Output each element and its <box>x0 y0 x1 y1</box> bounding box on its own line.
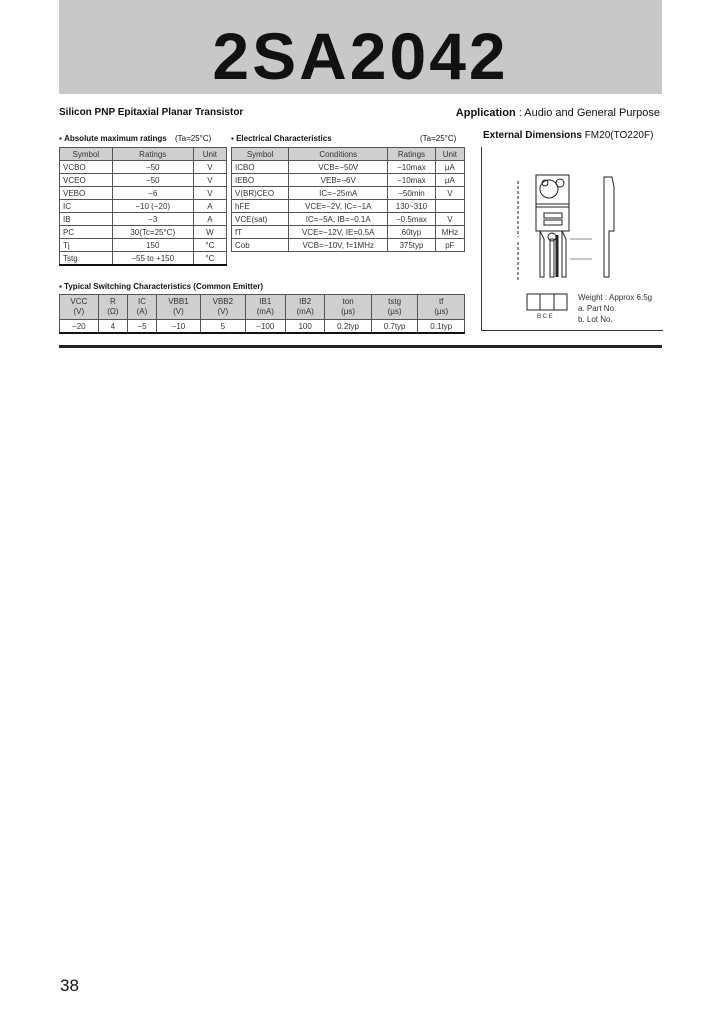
header-symbol: IC <box>137 297 146 306</box>
abs-condition: (Ta=25°C) <box>175 134 212 143</box>
table-cell: 150 <box>112 239 193 252</box>
column-header <box>286 295 325 320</box>
header-symbol: VCC <box>70 297 88 306</box>
table-cell: VCB=−50V <box>289 161 388 174</box>
table-cell: Tj <box>60 239 113 252</box>
table-cell: VEB=−6V <box>289 174 388 187</box>
dimensions-box <box>481 147 663 331</box>
column-header: Ratings <box>388 148 436 161</box>
table-row <box>60 200 227 213</box>
table-cell: Cob <box>232 239 289 252</box>
table-cell: IB <box>60 213 113 226</box>
table-cell: 375typ <box>388 239 436 252</box>
column-header <box>245 295 285 320</box>
header-symbol: ton <box>342 297 354 306</box>
title-banner <box>59 0 662 94</box>
table-row <box>232 226 465 239</box>
column-header <box>98 295 128 320</box>
table-cell: W <box>193 226 226 239</box>
table-cell: 0.7typ <box>371 320 418 334</box>
page-number: 38 <box>60 976 79 995</box>
subtitle: Silicon PNP Epitaxial Planar Transistor <box>59 107 244 118</box>
sw-caption: ▪ Typical Switching Characteristics (Common Emitter) <box>59 282 264 291</box>
table-cell: V <box>435 187 464 200</box>
table-cell: −55 to +150 <box>112 252 193 266</box>
header-symbol: tstg <box>388 297 402 306</box>
table-row <box>60 161 227 174</box>
header-unit: (V) <box>173 307 184 316</box>
table-cell: 30(Tc=25°C) <box>112 226 193 239</box>
table-cell: pF <box>435 239 464 252</box>
table-cell: −6 <box>112 187 193 200</box>
table-cell: −10max <box>388 161 436 174</box>
column-header <box>371 295 418 320</box>
column-header <box>325 295 372 320</box>
table-cell: 0.1typ <box>418 320 465 334</box>
table-cell: ICBO <box>232 161 289 174</box>
table-cell: −10 (−20) <box>112 200 193 213</box>
table-cell: Tstg <box>60 252 113 266</box>
table-row <box>60 187 227 200</box>
table-cell: −5 <box>128 320 157 334</box>
table-cell: °C <box>193 239 226 252</box>
part-number-title: 2SA2042 <box>212 19 509 93</box>
table-cell: fT <box>232 226 289 239</box>
table-cell: VCE=−2V, IC=−1A <box>289 200 388 213</box>
header-unit: (A) <box>136 307 148 316</box>
table-cell: −50 <box>112 174 193 187</box>
note-part-no: a. Part No. <box>578 304 617 313</box>
note-lot-no: b. Lot No. <box>578 315 613 324</box>
table-cell: 130~310 <box>388 200 436 213</box>
table-cell: IC=−25mA <box>289 187 388 200</box>
table-row <box>232 174 465 187</box>
table-cell: VCE(sat) <box>232 213 289 226</box>
table-cell: −20 <box>60 320 99 334</box>
elec-caption: ▪ Electrical Characteristics <box>231 134 332 143</box>
table-cell: VCB=−10V, f=1MHz <box>289 239 388 252</box>
table-cell: A <box>193 200 226 213</box>
table-row <box>60 320 465 334</box>
table-cell: V <box>435 213 464 226</box>
table-row <box>60 239 227 252</box>
table-cell: μA <box>435 174 464 187</box>
table-cell: A <box>193 213 226 226</box>
table-row <box>232 239 465 252</box>
table-cell: °C <box>193 252 226 266</box>
table-cell <box>435 200 464 213</box>
table-row <box>232 213 465 226</box>
table-cell: VCE=−12V, IE=0.5A <box>289 226 388 239</box>
divider <box>59 345 662 348</box>
table-cell: −50min <box>388 187 436 200</box>
table-cell: IC <box>60 200 113 213</box>
elec-condition: (Ta=25°C) <box>420 134 457 143</box>
header-symbol: R <box>110 297 116 306</box>
package-outline-drawing <box>482 147 663 330</box>
table-cell: IC=−5A, IB=−0.1A <box>289 213 388 226</box>
table-row <box>232 187 465 200</box>
absolute-max-ratings-table <box>59 147 227 266</box>
table-cell: −100 <box>245 320 285 334</box>
table-header-row <box>60 295 465 320</box>
table-cell: 5 <box>201 320 245 334</box>
table-cell: −50 <box>112 161 193 174</box>
table-cell: 4 <box>98 320 128 334</box>
header-symbol: VBB1 <box>168 297 189 306</box>
header-unit: (μs) <box>434 307 449 316</box>
column-header: Unit <box>435 148 464 161</box>
column-header: Symbol <box>60 148 113 161</box>
header-symbol: IB1 <box>259 297 272 306</box>
table-row <box>60 252 227 266</box>
table-cell: hFE <box>232 200 289 213</box>
abs-caption: ▪ Absolute maximum ratings <box>59 134 167 143</box>
table-cell: V <box>193 187 226 200</box>
table-cell: −10 <box>156 320 200 334</box>
switching-characteristics-table <box>59 294 465 334</box>
column-header: Unit <box>193 148 226 161</box>
header-unit: (Ω) <box>107 307 119 316</box>
table-cell: μA <box>435 161 464 174</box>
electrical-characteristics-table <box>231 147 465 252</box>
table-cell: −10max <box>388 174 436 187</box>
header-unit: (μs) <box>341 307 356 316</box>
header-unit: (μs) <box>387 307 402 316</box>
table-header-row <box>232 148 465 161</box>
weight: Weight : Approx 6.5g <box>578 293 653 302</box>
table-cell: PC <box>60 226 113 239</box>
table-cell: 60typ <box>388 226 436 239</box>
header-unit: (V) <box>217 307 229 316</box>
dims-caption: External Dimensions FM20(TO220F) <box>483 130 654 141</box>
column-header <box>156 295 200 320</box>
table-row <box>232 161 465 174</box>
table-cell: 0.2typ <box>325 320 372 334</box>
column-header: Ratings <box>112 148 193 161</box>
table-cell: VEBO <box>60 187 113 200</box>
table-cell: MHz <box>435 226 464 239</box>
table-header-row <box>60 148 227 161</box>
table-row <box>60 226 227 239</box>
application: Application : Audio and General Purpose <box>455 107 660 119</box>
header-symbol: IB2 <box>299 297 312 306</box>
header-unit: (mA) <box>296 307 314 316</box>
column-header: Conditions <box>289 148 388 161</box>
table-cell: IEBO <box>232 174 289 187</box>
column-header <box>60 295 99 320</box>
table-cell: VCBO <box>60 161 113 174</box>
table-cell: V <box>193 161 226 174</box>
table-cell: VCEO <box>60 174 113 187</box>
table-cell: −3 <box>112 213 193 226</box>
column-header <box>128 295 157 320</box>
table-row <box>60 174 227 187</box>
column-header <box>201 295 245 320</box>
header-unit: (V) <box>73 307 85 316</box>
column-header <box>418 295 465 320</box>
pin-labels: B C E <box>537 314 553 320</box>
table-cell: V <box>193 174 226 187</box>
header-symbol: VBB2 <box>212 297 234 306</box>
table-row <box>232 200 465 213</box>
column-header: Symbol <box>232 148 289 161</box>
table-row <box>60 213 227 226</box>
table-cell: 100 <box>286 320 325 334</box>
table-cell: −0.5max <box>388 213 436 226</box>
header-unit: (mA) <box>256 307 274 316</box>
table-cell: V(BR)CEO <box>232 187 289 200</box>
header-symbol: tf <box>438 297 444 306</box>
